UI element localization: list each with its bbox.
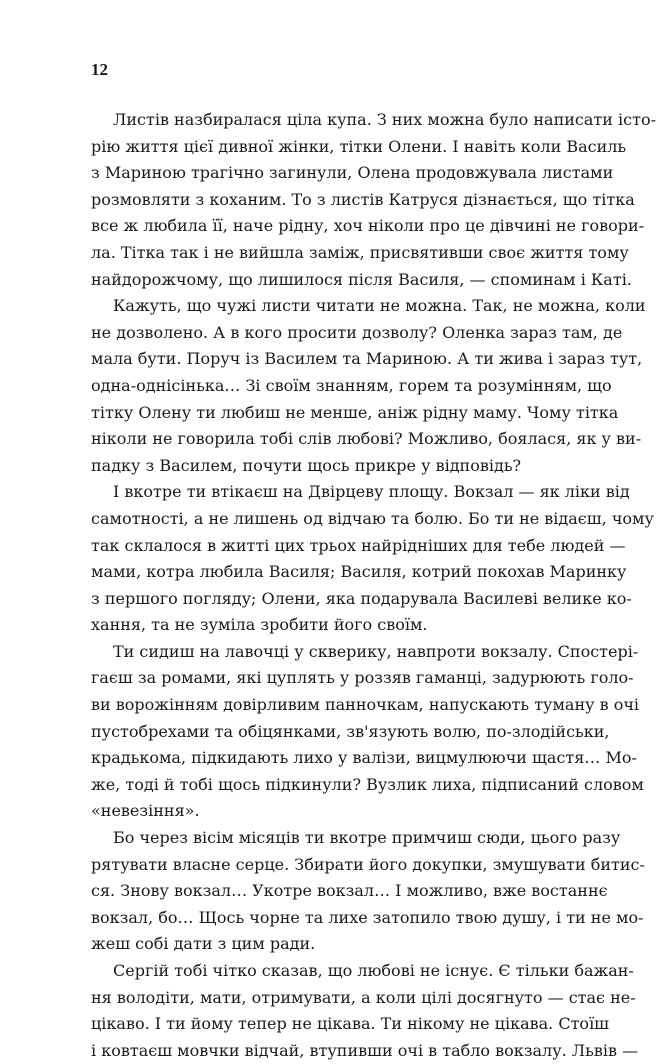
text-line: так склалося в житті цих трьох найрідніших для тебе людей — [91,535,626,555]
page-number: 12 [91,60,108,79]
text-line: крадькома, підкидають лихо у валізи, вицмулюючи щастя… Мо- [91,748,637,768]
text-line: не дозволено. А в кого просити дозволу? Оленка зараз там, де [91,322,623,342]
text-line: «невезіння». [91,801,200,821]
text-line: мами, котра любила Василя; Василя, котрий покохав Маринку [91,562,627,582]
text-line: Ти сидиш на лавочці у скверику, навпроти вокзалу. Спостері- [113,641,639,661]
text-line: падку з Василем, почути щось прикре у відповідь? [91,455,522,475]
text-line: рятувати власне серце. Збирати його докупки, змушувати битис- [91,854,645,874]
text-line: Сергій тобі чітко сказав, що любові не існує. Є тільки бажан- [113,961,634,980]
paragraph-3 [91,479,654,639]
text-body [91,107,656,1064]
text-line: вокзал, бо… Щось чорне та лихе затопило твою душу, і ти не мо- [91,907,644,927]
text-line: самотності, а не лишень од відчаю та болю. Бо ти не відаєш, чому [91,508,654,528]
text-line: найдорожчому, що лишилося після Василя, — споминам і Каті. [91,269,632,289]
text-line: і ковтаєш мовчки відчай, втупивши очі в табло вокзалу. Львів — [91,1040,639,1060]
text-line: одна-однісінька… Зі своїм знанням, горем та розумінням, що [91,375,612,395]
text-line: ся. Знову вокзал… Укотре вокзал… І можливо, вже востаннє [91,881,608,901]
text-line: з Мариною трагічно загинули, Олена продовжувала листами [91,163,614,183]
text-line: з першого погляду; Олени, яка подарувала Василеві велике ко- [91,588,632,608]
text-line: Бо через вісім місяців ти вкотре примчиш сюди, цього разу [113,828,621,848]
text-line: Кажуть, що чужі листи читати не можна. Так, не можна, коли [113,296,646,316]
text-line: ніколи не говорила тобі слів любові? Можливо, боялася, як у ви- [91,429,642,449]
text-line: мала бути. Поруч із Василем та Мариною. А ти жива і зараз тут, [91,349,643,369]
text-line: же, тоді й тобі щось підкинули? Вузлик лиха, підписаний словом [91,774,644,794]
paragraph-2 [91,293,646,479]
text-line: гаєш за ромами, які цуплять у роззяв гаманці, задурюють голо- [91,668,634,688]
text-line: пустобрехами та обіцянками, зв'язують волю, по-злодійськи, [91,721,610,741]
text-line: ла. Тітка так і не вийшла заміж, присвятивши своє життя тому [91,242,629,262]
paragraph-1 [91,107,656,293]
text-line: рію життя цієї дивної жінки, тітки Олени. І навіть коли Василь [91,136,627,156]
text-line: ви ворожінням довірливим панночкам, напускають туману в очі [91,695,640,715]
paragraph-6 [91,958,639,1064]
text-line: розмовляти з коханим. То з листів Катруся дізнається, що тітка [91,189,635,209]
text-line: хання, та не зуміла зробити його своїм. [91,615,428,635]
paragraph-4 [91,639,644,825]
text-line: цікаво. І ти йому тепер не цікава. Ти нікому не цікава. Стоїш [91,1014,610,1034]
text-line: І вкотре ти втікаєш на Двірцеву площу. Вокзал — як ліки від [113,482,630,502]
paragraph-5 [91,825,645,958]
text-line: жеш собі дати з цим ради. [91,934,316,954]
text-line: Листів назбиралася ціла купа. З них можна було написати істо- [113,110,656,129]
text-line: ня володіти, мати, отримувати, а коли цілі досягнуто — стає не- [91,987,636,1007]
text-line: все ж любила її, наче рідну, хоч ніколи про це дівчині не говори- [91,216,645,236]
text-line: тітку Олену ти любиш не менше, аніж рідну маму. Чому тітка [91,402,619,422]
